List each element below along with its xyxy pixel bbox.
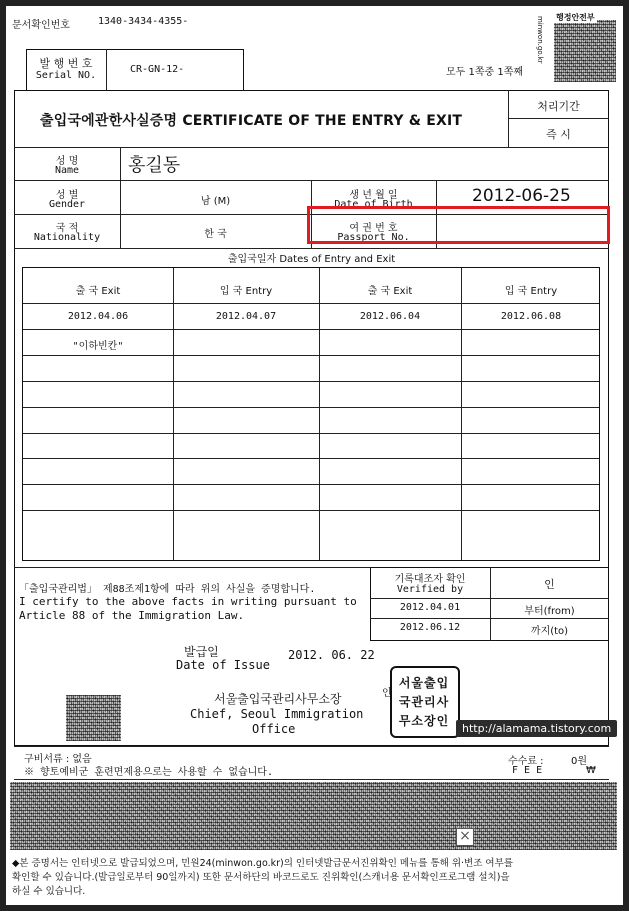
records-section-title: 출입국일자 Dates of Entry and Exit bbox=[227, 254, 396, 265]
issue-date-label-ko: 발급일 bbox=[184, 645, 219, 659]
records-header-3: 입 국 Entry bbox=[504, 286, 558, 297]
dob-label-ko: 생 년 월 일 bbox=[349, 190, 398, 201]
to-label: 까지(to) bbox=[530, 626, 569, 637]
grid-row-line bbox=[23, 381, 599, 382]
records-header-1: 입 국 Entry bbox=[219, 286, 273, 297]
notice-line-3: 하실 수 있습니다. bbox=[12, 886, 86, 897]
attachments-text: 구비서류 : 없음 bbox=[24, 754, 92, 765]
serial-number: CR-GN-12- bbox=[130, 64, 185, 75]
gender-label-en: Gender bbox=[48, 199, 86, 210]
processing-value: 즉 시 bbox=[546, 128, 571, 141]
records-header-2: 출 국 Exit bbox=[367, 286, 413, 297]
verified-label-en: Verified by bbox=[396, 584, 464, 595]
official-seal bbox=[390, 666, 460, 738]
qr-site-text: minwon.go.kr bbox=[536, 16, 544, 64]
grid-row-line bbox=[23, 484, 599, 485]
name-label-en: Name bbox=[54, 165, 80, 176]
serial-label-en: Serial NO. bbox=[35, 70, 97, 81]
dob-label-en: Date of Birth bbox=[334, 199, 413, 210]
certificate-page bbox=[6, 6, 623, 905]
records-cell: 2012.06.04 bbox=[359, 311, 421, 322]
fee-label-en: F E E bbox=[512, 765, 543, 776]
grid-row-line bbox=[23, 329, 599, 330]
to-date: 2012.06.12 bbox=[399, 622, 461, 633]
seal-line-3: 무소장인 bbox=[398, 714, 450, 728]
notice-line-2: 확인할 수 있습니다.(발급일로부터 90일까지) 또한 문서하단의 바코드로도 진위확인(스캐너용 문서확인프로그램 설치)을 bbox=[12, 872, 510, 883]
nationality-value: 한 국 bbox=[204, 229, 227, 240]
security-barcode bbox=[10, 782, 617, 850]
notice-line-1: ◆본 증명서는 인터넷으로 발급되었으며, 민원24(minwon.go.kr)의 인터넷발급문서진위확인 메뉴를 통해 위·변조 여부를 bbox=[12, 858, 513, 869]
from-date: 2012.04.01 bbox=[399, 602, 461, 613]
fee-label-ko: 수수료 : bbox=[508, 756, 544, 767]
gender-label-ko: 성 별 bbox=[55, 190, 79, 201]
seal-line-2: 국관리사 bbox=[398, 695, 450, 709]
nationality-label-en: Nationality bbox=[33, 232, 101, 243]
fee-currency: ₩ bbox=[586, 765, 596, 776]
seal-small-text: 인 bbox=[382, 688, 392, 699]
name-value: 홍길동 bbox=[128, 155, 181, 176]
verified-seal-text: 인 bbox=[544, 578, 555, 591]
passport-label-en: Passport No. bbox=[337, 232, 410, 243]
nationality-label-ko: 국 적 bbox=[55, 223, 79, 234]
records-table bbox=[22, 267, 600, 561]
seal-line-1: 서울출입 bbox=[398, 676, 450, 690]
reserve-note: ※ 향토예비군 훈련면제용으로는 사용할 수 없습니다. bbox=[24, 767, 273, 778]
grid-row-line bbox=[23, 355, 599, 356]
fee-value: 0원 bbox=[571, 756, 588, 767]
records-cell: "이하빈칸" bbox=[72, 340, 124, 352]
dob-value: 2012-06-25 bbox=[472, 186, 571, 206]
issue-date-label-en: Date of Issue bbox=[176, 658, 270, 672]
processing-label: 처리기간 bbox=[537, 100, 580, 113]
grid-header-line bbox=[23, 303, 599, 304]
close-icon[interactable]: × bbox=[456, 828, 474, 846]
certificate-title: 출입국에관한사실증명 CERTIFICATE OF THE ENTRY & EXIT bbox=[40, 113, 463, 129]
grid-row-line bbox=[23, 510, 599, 511]
serial-label-ko: 발 행 번 호 bbox=[39, 57, 93, 70]
records-header-0: 출 국 Exit bbox=[75, 286, 121, 297]
grid-row-line bbox=[23, 458, 599, 459]
certification-text-en-1: I certify to the above facts in writing pursuant to bbox=[19, 595, 357, 608]
office-ko: 서울출입국관리사무소장 bbox=[214, 692, 342, 706]
certification-text-ko: 「출입국관리법」 제88조제1항에 따라 위의 사실을 증명합니다. bbox=[19, 584, 316, 595]
grid-row-line bbox=[23, 433, 599, 434]
passport-label-ko: 여 권 번 호 bbox=[349, 223, 398, 234]
qr-logo-text: 행정안전부 bbox=[556, 13, 595, 22]
passport-highlight-box bbox=[307, 206, 610, 244]
office-en-1: Chief, Seoul Immigration bbox=[190, 707, 364, 721]
watermark-url: http://alamama.tistory.com bbox=[456, 720, 617, 737]
from-label: 부터(from) bbox=[524, 606, 575, 617]
verified-label-ko: 기록대조자 확인 bbox=[394, 574, 466, 585]
records-cell: 2012.04.06 bbox=[67, 311, 129, 322]
issue-date-value: 2012. 06. 22 bbox=[288, 648, 375, 662]
qr-code bbox=[554, 20, 616, 82]
office-en-2: Office bbox=[252, 722, 296, 736]
records-cell: 2012.06.08 bbox=[500, 311, 562, 322]
certification-text-en-2: Article 88 of the Immigration Law. bbox=[19, 609, 245, 622]
page-info: 모두 1쪽중 1쪽째 bbox=[446, 67, 524, 78]
grid-row-line bbox=[23, 407, 599, 408]
barcode-small bbox=[66, 695, 121, 741]
name-label-ko: 성 명 bbox=[55, 156, 79, 167]
gender-value: 남 (M) bbox=[200, 196, 231, 207]
records-cell: 2012.04.07 bbox=[215, 311, 277, 322]
doc-check-number: 1340-3434-4355- bbox=[98, 16, 189, 27]
doc-check-label: 문서확인번호 bbox=[12, 20, 70, 31]
